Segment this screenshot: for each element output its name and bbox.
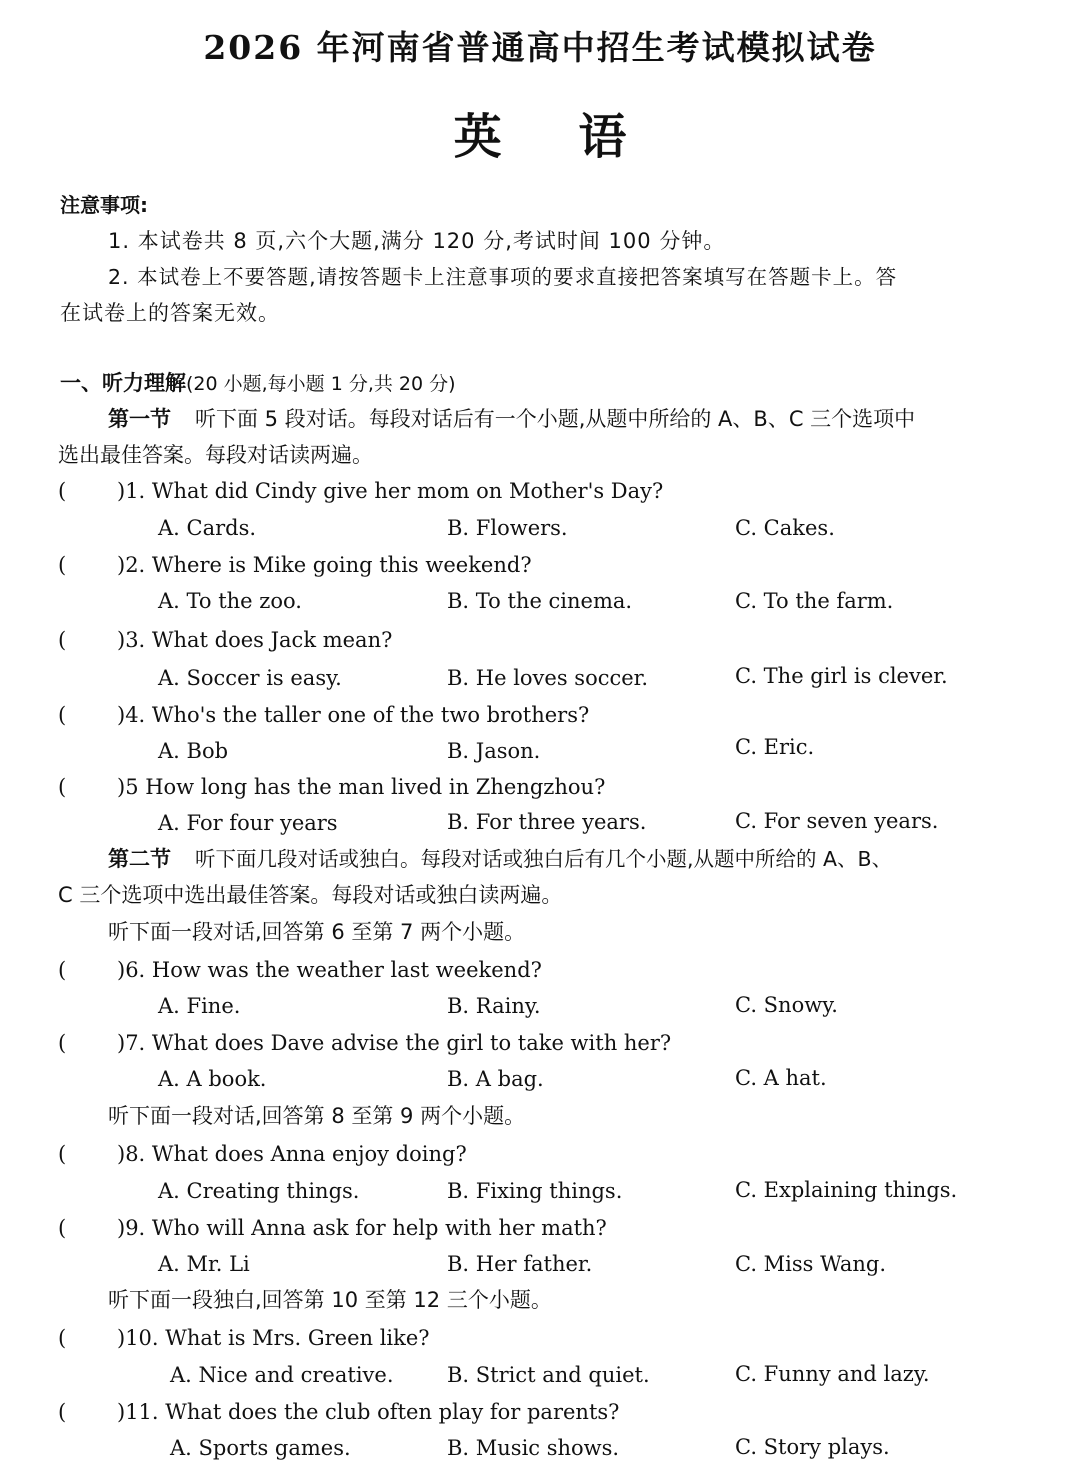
part-2-intro <box>108 844 892 874</box>
question-8: )8. What does Anna enjoy doing? <box>117 1142 467 1166</box>
question-10-option-c: C. Funny and lazy. <box>735 1362 930 1386</box>
question-11-option-a: A. Sports games. <box>170 1436 351 1460</box>
notes-item-2-line-1: 2. 本试卷上不要答题,请按答题卡上注意事项的要求直接把答案填写在答题卡上。答 <box>108 265 898 289</box>
subject-title: 英 语 <box>453 109 627 165</box>
question-8-option-c: C. Explaining things. <box>735 1178 958 1202</box>
section-1-heading-bold: 一、听力理解 <box>60 371 186 395</box>
answer-paren: ( <box>58 479 67 503</box>
instruction-questions-8-9: 听下面一段对话,回答第 8 至第 9 两个小题。 <box>108 1104 526 1128</box>
question-4-option-b: B. Jason. <box>447 739 541 763</box>
question-1: )1. What did Cindy give her mom on Mother's Day? <box>117 479 664 503</box>
part-2-text-line-2: C 三个选项中选出最佳答案。每段对话或独白读两遍。 <box>58 883 563 907</box>
question-9-option-b: B. Her father. <box>447 1252 593 1276</box>
notes-item-1: 1. 本试卷共 8 页,六个大题,满分 120 分,考试时间 100 分钟。 <box>108 229 726 253</box>
answer-paren: ( <box>58 628 67 652</box>
exam-title: 2026 年河南省普通高中招生考试模拟试卷 <box>203 28 877 67</box>
question-4: )4. Who's the taller one of the two brothers? <box>117 703 590 727</box>
question-6-option-b: B. Rainy. <box>447 994 541 1018</box>
question-3-option-c: C. The girl is clever. <box>735 664 948 688</box>
answer-paren: ( <box>58 775 67 799</box>
question-5-option-a: A. For four years <box>158 811 338 835</box>
question-11: )11. What does the club often play for parents? <box>117 1400 620 1424</box>
answer-paren: ( <box>58 553 67 577</box>
part-1-text-line-2: 选出最佳答案。每段对话读两遍。 <box>58 443 373 467</box>
question-8-option-b: B. Fixing things. <box>447 1179 623 1203</box>
question-1-option-a: A. Cards. <box>158 516 257 540</box>
answer-paren: ( <box>58 1216 67 1240</box>
question-3-option-b: B. He loves soccer. <box>447 666 649 690</box>
question-10-option-a: A. Nice and creative. <box>170 1363 394 1387</box>
question-4-option-c: C. Eric. <box>735 735 815 759</box>
question-10-option-b: B. Strict and quiet. <box>447 1363 650 1387</box>
question-1-option-c: C. Cakes. <box>735 516 835 540</box>
question-9-option-c: C. Miss Wang. <box>735 1252 887 1276</box>
part-1-intro <box>108 404 915 434</box>
notes-heading: 注意事项: <box>60 193 148 217</box>
question-11-option-b: B. Music shows. <box>447 1436 620 1460</box>
question-7-option-a: A. A book. <box>158 1067 267 1091</box>
instruction-questions-10-12: 听下面一段独白,回答第 10 至第 12 三个小题。 <box>108 1288 552 1312</box>
question-1-option-b: B. Flowers. <box>447 516 568 540</box>
question-3: )3. What does Jack mean? <box>117 628 393 652</box>
question-4-option-a: A. Bob <box>158 739 229 763</box>
question-6-option-a: A. Fine. <box>158 994 241 1018</box>
instruction-questions-6-7: 听下面一段对话,回答第 6 至第 7 两个小题。 <box>108 920 526 944</box>
question-9-option-a: A. Mr. Li <box>158 1252 250 1276</box>
question-3-option-a: A. Soccer is easy. <box>158 666 342 690</box>
section-1-heading-rest: (20 小题,每小题 1 分,共 20 分) <box>186 373 456 395</box>
question-5-option-b: B. For three years. <box>447 810 647 834</box>
question-6: )6. How was the weather last weekend? <box>117 958 542 982</box>
question-11-option-c: C. Story plays. <box>735 1435 890 1459</box>
answer-paren: ( <box>58 703 67 727</box>
question-2-option-c: C. To the farm. <box>735 589 894 613</box>
part-1-label: 第一节 <box>108 407 171 431</box>
section-1-heading <box>60 368 456 399</box>
question-9: )9. Who will Anna ask for help with her math? <box>117 1216 607 1240</box>
question-7-option-b: B. A bag. <box>447 1067 544 1091</box>
question-10: )10. What is Mrs. Green like? <box>117 1326 430 1350</box>
question-7-option-c: C. A hat. <box>735 1066 827 1090</box>
part-2-label: 第二节 <box>108 847 171 871</box>
answer-paren: ( <box>58 1031 67 1055</box>
answer-paren: ( <box>58 1142 67 1166</box>
question-8-option-a: A. Creating things. <box>158 1179 360 1203</box>
question-6-option-c: C. Snowy. <box>735 993 838 1017</box>
question-2-option-a: A. To the zoo. <box>158 589 302 613</box>
answer-paren: ( <box>58 1326 67 1350</box>
question-2-option-b: B. To the cinema. <box>447 589 633 613</box>
part-1-text: 听下面 5 段对话。每段对话后有一个小题,从题中所给的 A、B、C 三个选项中 <box>195 407 916 431</box>
question-7: )7. What does Dave advise the girl to take with her? <box>117 1031 672 1055</box>
part-2-text: 听下面几段对话或独白。每段对话或独白后有几个小题,从题中所给的 A、B、 <box>195 847 893 871</box>
question-5: )5 How long has the man lived in Zhengzhou? <box>117 775 606 799</box>
notes-item-2-line-2: 在试卷上的答案无效。 <box>60 301 280 325</box>
question-2: )2. Where is Mike going this weekend? <box>117 553 532 577</box>
answer-paren: ( <box>58 958 67 982</box>
answer-paren: ( <box>58 1400 67 1424</box>
question-5-option-c: C. For seven years. <box>735 809 939 833</box>
